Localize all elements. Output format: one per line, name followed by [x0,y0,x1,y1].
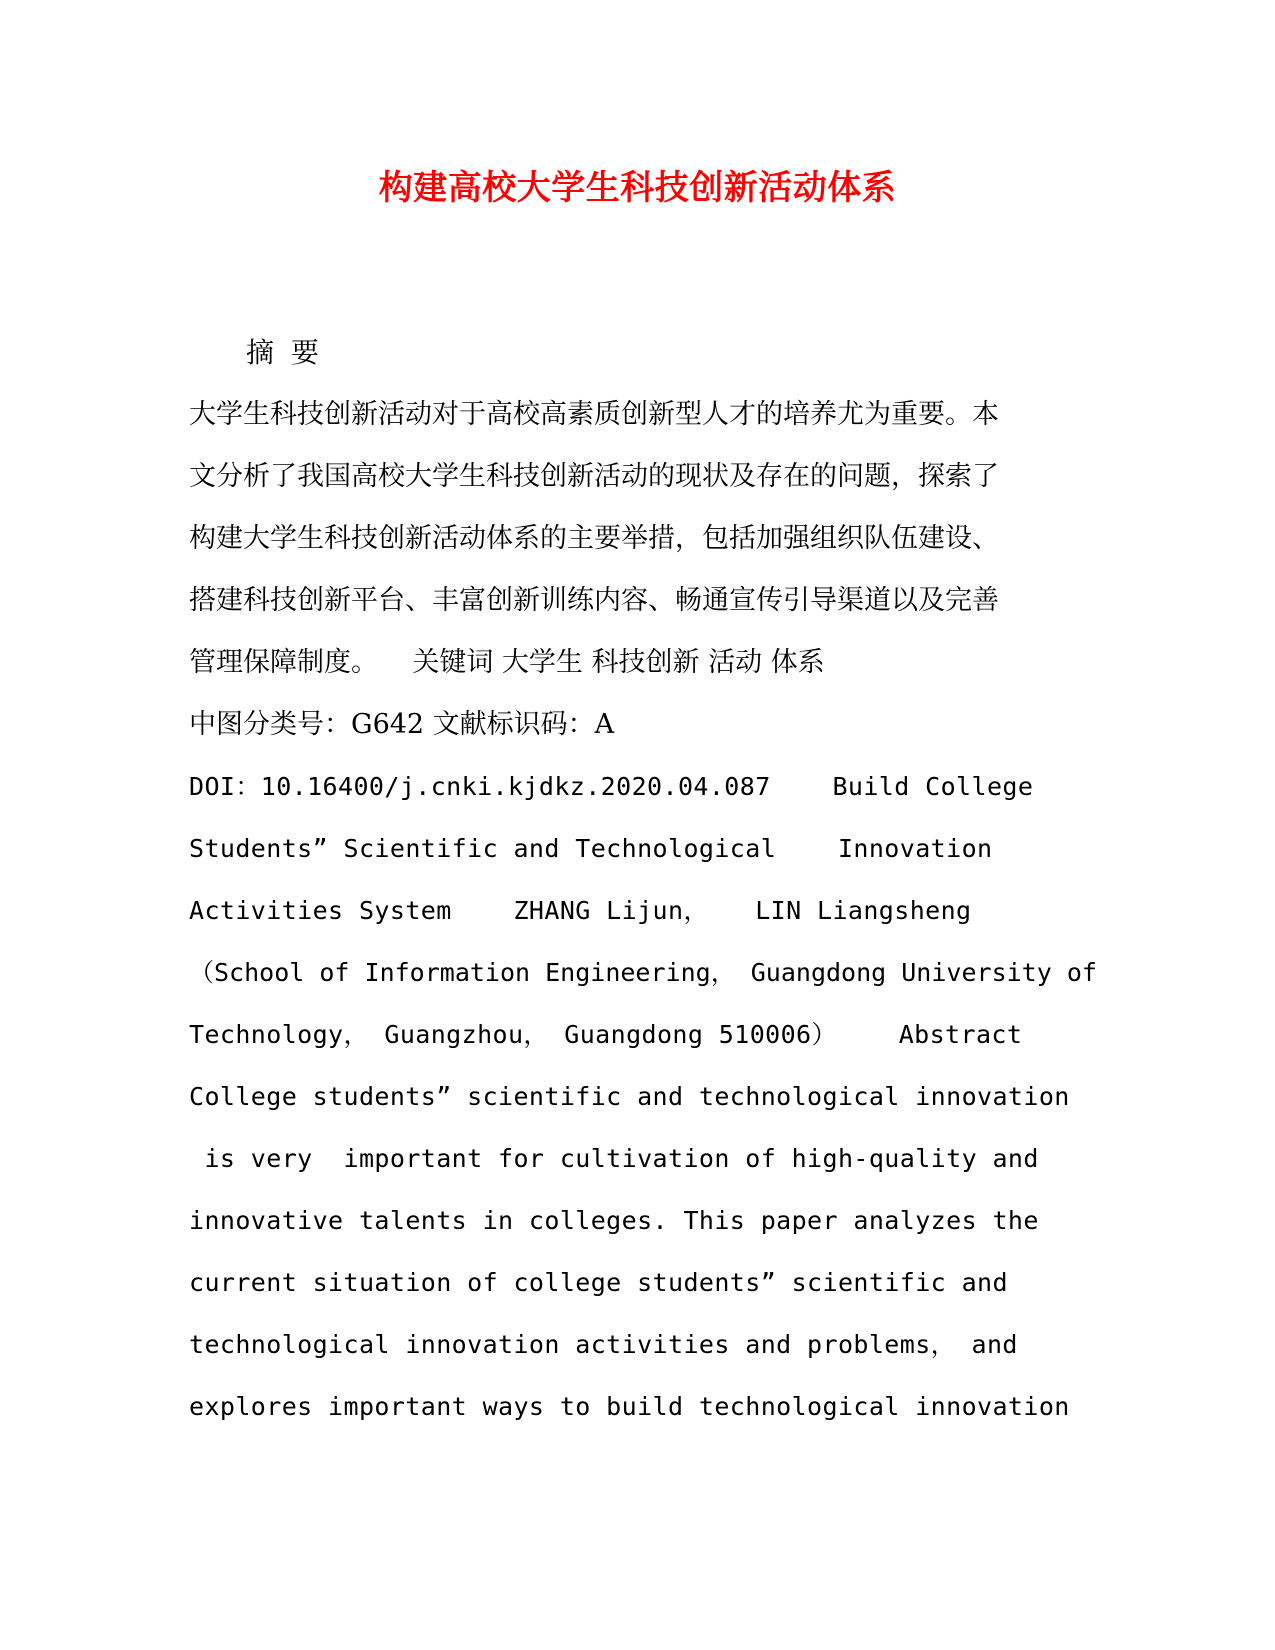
document-title: 构建高校大学生科技创新活动体系 [378,168,897,208]
english-title-line-1: Students” Scientific and Technological Innovation [189,834,993,863]
abstract-heading: 摘 要 [246,336,323,369]
english-abstract-line-1: College students” scientific and technological innovation [189,1082,1070,1111]
english-abstract-line-2: is very important for cultivation of high-quality and [189,1144,1039,1173]
keywords-line: 管理保障制度。 关键词 大学生 科技创新 活动 体系 [189,647,825,678]
english-abstract-line-5: technological innovation activities and problems， and [189,1330,1018,1359]
affiliation-line-1: （School of Information Engineering， Guangdong University of [189,958,1097,987]
affiliation-line-2: Technology， Guangzhou， Guangdong 510006） Abstract [189,1020,1023,1049]
abstract-line-4: 搭建科技创新平台、丰富创新训练内容、畅通宣传引导渠道以及完善 [189,585,999,616]
english-abstract-line-3: innovative talents in colleges. This paper analyzes the [189,1206,1039,1235]
abstract-line-2: 文分析了我国高校大学生科技创新活动的现状及存在的问题，探索了 [189,461,999,492]
english-abstract-line-6: explores important ways to build technological innovation [189,1392,1070,1421]
abstract-line-3: 构建大学生科技创新活动体系的主要举措，包括加强组织队伍建设、 [189,523,999,554]
english-title-line-2: Activities System ZHANG Lijun， LIN Liangsheng [189,896,972,925]
english-abstract-line-4: current situation of college students” scientific and [189,1268,1008,1297]
abstract-line-1: 大学生科技创新活动对于高校高素质创新型人才的培养尤为重要。本 [189,399,999,430]
classification-line: 中图分类号：G642 文献标识码：A [189,709,615,740]
doi-line: DOI：10.16400/j.cnki.kjdkz.2020.04.087 Build College [189,772,1034,801]
